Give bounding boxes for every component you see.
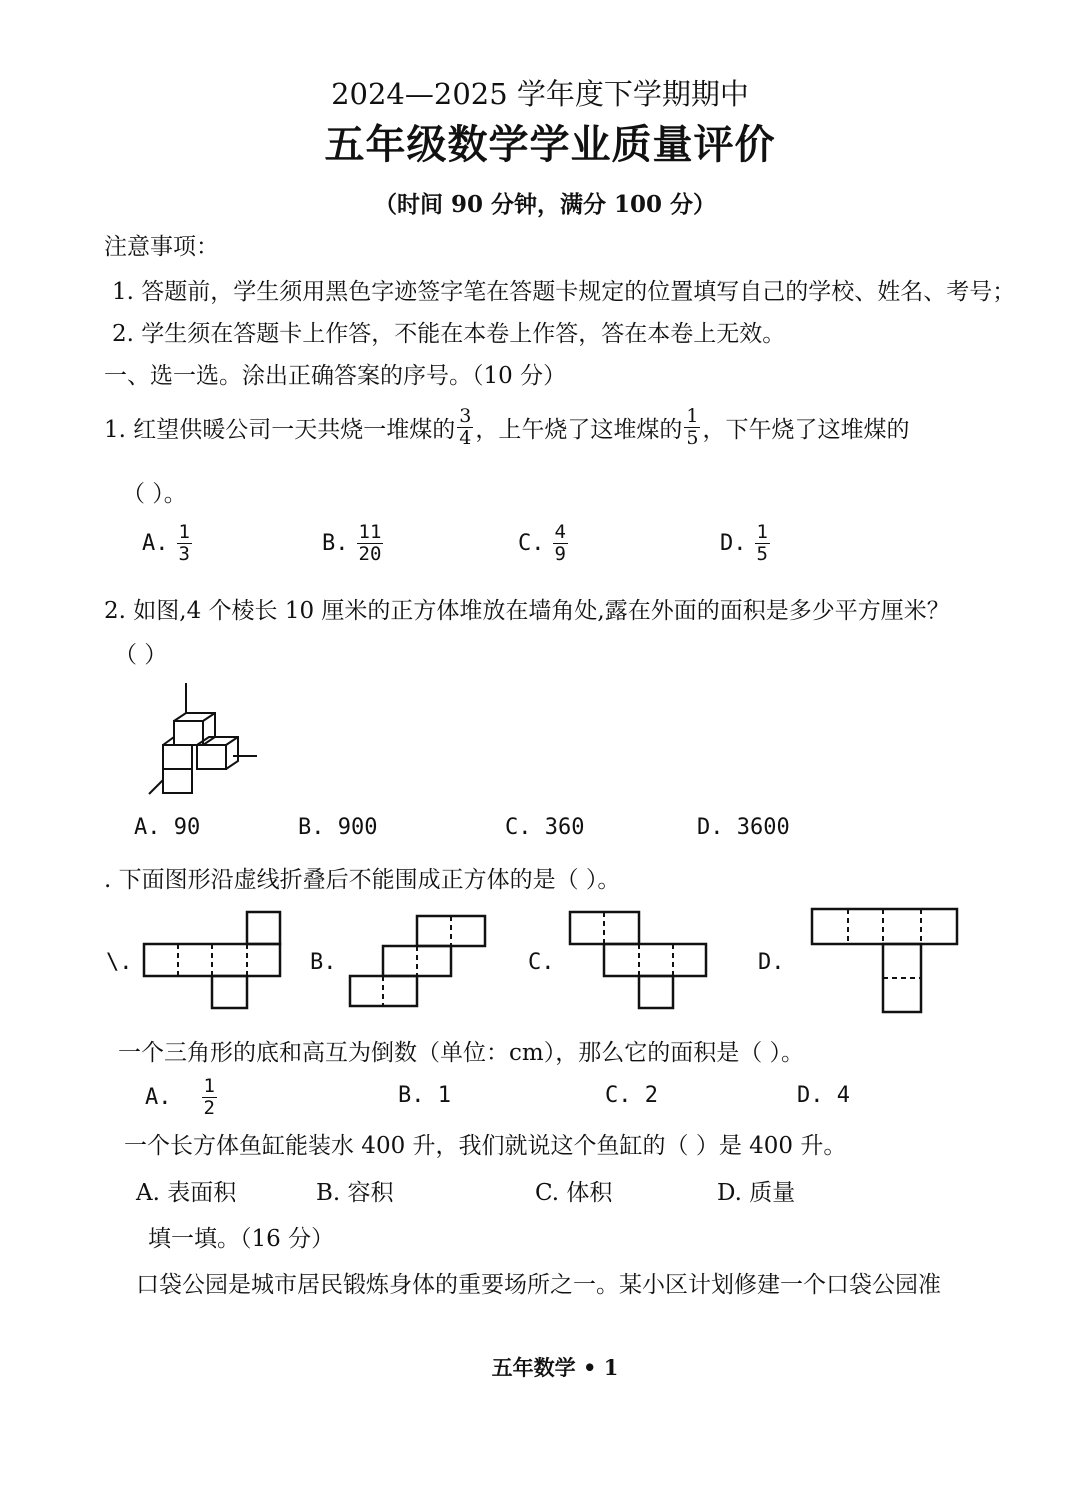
notes-heading: 注意事项： <box>104 234 219 260</box>
cube-net-option-c <box>569 911 709 1009</box>
section2-paragraph: 口袋公园是城市居民锻炼身体的重要场所之一。某小区计划修建一个口袋公园准 <box>136 1272 941 1298</box>
q1-fraction-one-fifth: $\frac{1}{5}$ <box>686 405 699 449</box>
q4-option-a: A. $\frac{1}{2}$ <box>145 1075 215 1119</box>
q5-option-c: C. 体积 <box>535 1180 613 1206</box>
question-1 <box>104 406 909 449</box>
q3-option-d-label: D. <box>758 950 785 975</box>
cube-net-option-a <box>144 912 284 1010</box>
q4-option-c: C. 2 <box>605 1083 658 1108</box>
q1-option-c: C. $\frac{4}{9}$ <box>518 521 566 565</box>
q2-option-c: C. 360 <box>505 815 585 840</box>
q5-option-a: A. 表面积 <box>136 1180 237 1206</box>
exam-title: 五年级数学学业质量评价 <box>324 121 776 168</box>
q3-option-b-label: B. <box>310 950 337 975</box>
q1-option-b: B. $\frac{11}{20}$ <box>322 521 382 565</box>
q3-option-c-label: C. <box>528 950 555 975</box>
q3-option-a-label: \. <box>106 950 133 975</box>
cube-net-option-d <box>810 907 960 1015</box>
q5-option-d: D. 质量 <box>717 1180 796 1206</box>
q2-option-b: B. 900 <box>298 815 378 840</box>
question-2: 2. 如图,4 个棱长 10 厘米的正方体堆放在墙角处,露在外面的面积是多少平方厘米？ <box>104 598 950 624</box>
note-item-1: 1. 答题前，学生须用黑色字迹签字笔在答题卡规定的位置填写自己的学校、姓名、考号； <box>112 279 1016 305</box>
q2-option-a: A. 90 <box>134 815 201 840</box>
q2-option-d: D. 3600 <box>697 815 790 840</box>
q1-answer-blank: （ ）。 <box>122 481 187 507</box>
exam-term-line: 2024—2025 学年度下学期期中 <box>331 77 749 111</box>
note-item-2: 2. 学生须在答题卡上作答，不能在本卷上作答，答在本卷上无效。 <box>112 321 786 347</box>
exam-duration: （时间 90 分钟，满分 100 分） <box>373 191 717 218</box>
q1-text-part1: 1. 红望供暖公司一天共烧一堆煤的 <box>104 417 456 443</box>
q4-option-b: B. 1 <box>398 1083 451 1108</box>
section2-heading: 填一填。（16 分） <box>148 1226 335 1252</box>
stacked-cubes-figure <box>145 680 265 810</box>
q1-text-part2: ，上午烧了这堆煤的 <box>475 417 683 443</box>
cube-net-option-b <box>349 914 489 1008</box>
q2-answer-blank: （ ） <box>114 642 168 668</box>
q1-option-a: A. $\frac{1}{3}$ <box>142 521 190 565</box>
section1-heading: 一、选一选。涂出正确答案的序号。（10 分） <box>104 363 567 389</box>
q1-option-d: D. $\frac{1}{5}$ <box>720 521 768 565</box>
q4-option-d: D. 4 <box>797 1083 850 1108</box>
q1-fraction-three-quarters: $\frac{3}{4}$ <box>459 405 472 449</box>
q1-text-part3: ，下午烧了这堆煤的 <box>702 417 910 443</box>
question-5: 一个长方体鱼缸能装水 400 升，我们就说这个鱼缸的（ ）是 400 升。 <box>124 1133 847 1159</box>
question-3: . 下面图形沿虚线折叠后不能围成正方体的是（ ）。 <box>104 867 621 893</box>
question-4: 一个三角形的底和高互为倒数（单位：cm），那么它的面积是（ ）。 <box>118 1040 805 1066</box>
page-footer: 五年数学 • 1 <box>491 1355 619 1380</box>
q5-option-b: B. 容积 <box>316 1180 394 1206</box>
